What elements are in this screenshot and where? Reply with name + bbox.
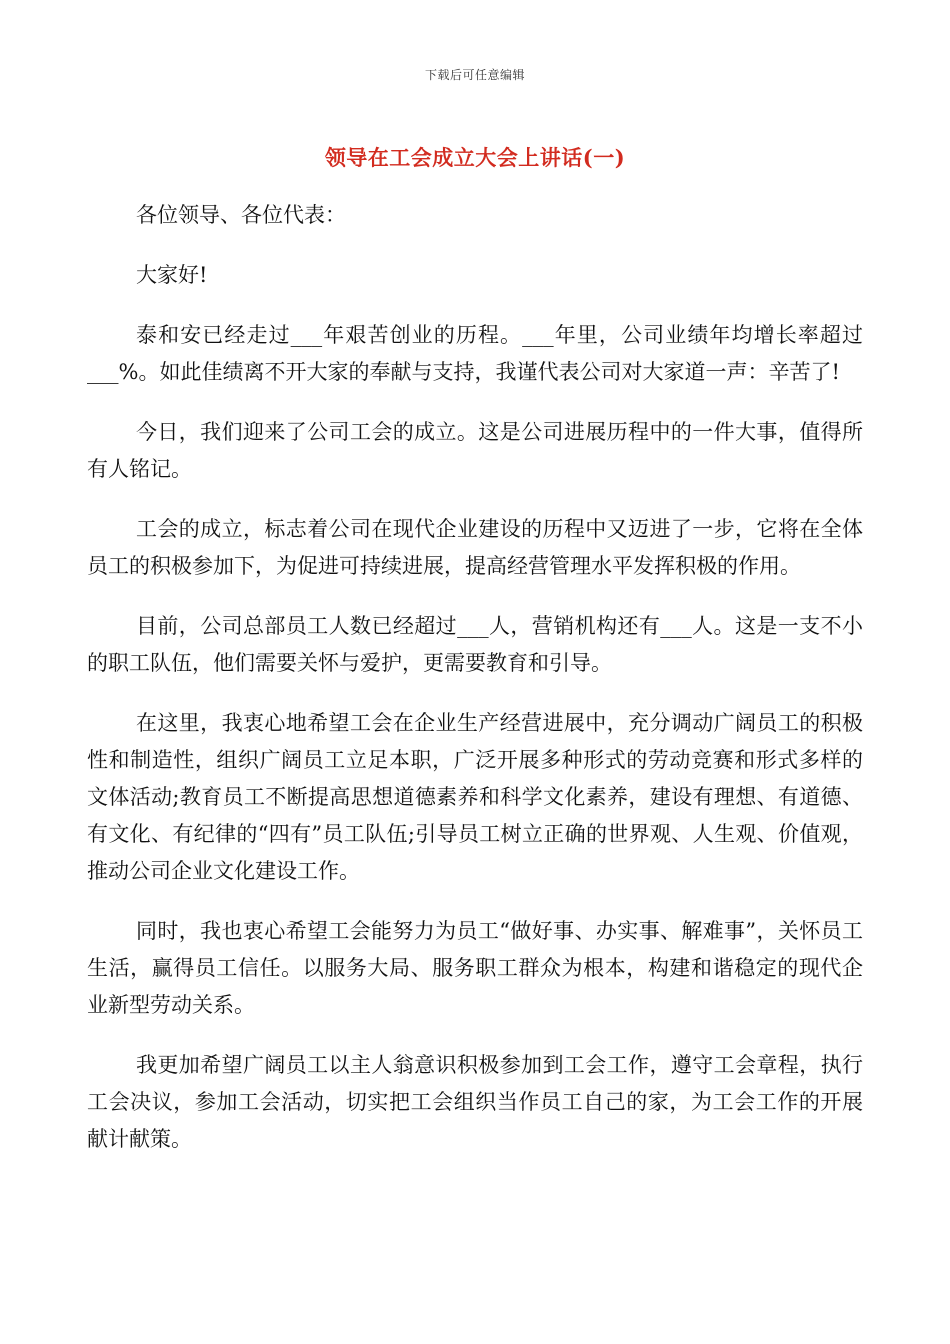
paragraph-founding: 今日，我们迎来了公司工会的成立。这是公司进展历程中的一件大事，值得所有人铭记。: [87, 420, 863, 481]
paragraph-significance: 工会的成立，标志着公司在现代企业建设的历程中又迈进了一步，它将在全体员工的积极参加下，为促进可持续进展，提高经营管理水平发挥积极的作用。: [87, 517, 863, 578]
document-body: [87, 197, 863, 1181]
paragraph-hopes: 在这里，我衷心地希望工会在企业生产经营进展中，充分调动广阔员工的积极性和制造性，组织广阔员工立足本职，广泛开展多种形式的劳动竞赛和形式多样的文体活动;教育员工不断提高思想道德素养和科学文化素养，建设有理想、有道德、有文化、有纪律的“四有”员工队伍;引导员工树立正确的世界观、人生观、价值观，推动公司企业文化建设工作。: [87, 711, 863, 883]
header-note: 下载后可任意编辑: [424, 68, 525, 82]
paragraph-participation: 我更加希望广阔员工以主人翁意识积极参加到工会工作，遵守工会章程，执行工会决议，参加工会活动，切实把工会组织当作员工自己的家，为工会工作的开展献计献策。: [87, 1053, 863, 1151]
paragraph-salutation: 各位领导、各位代表：: [136, 203, 346, 227]
paragraph-greeting: 大家好!: [136, 263, 208, 287]
paragraph-history: 泰和安已经走过___年艰苦创业的历程。___年里，公司业绩年均增长率超过___%。如此佳绩离不开大家的奉献与支持，我谨代表公司对大家道一声：辛苦了!: [87, 323, 863, 384]
document-title: 领导在工会成立大会上讲话(一): [324, 145, 626, 170]
paragraph-staff: 目前，公司总部员工人数已经超过___人，营销机构还有___人。这是一支不小的职工队伍，他们需要关怀与爱护，更需要教育和引导。: [87, 614, 863, 675]
paragraph-care: 同时，我也衷心希望工会能努力为员工“做好事、办实事、解难事”，关怀员工生活，赢得员工信任。以服务大局、服务职工群众为根本，构建和谐稳定的现代企业新型劳动关系。: [87, 919, 863, 1017]
